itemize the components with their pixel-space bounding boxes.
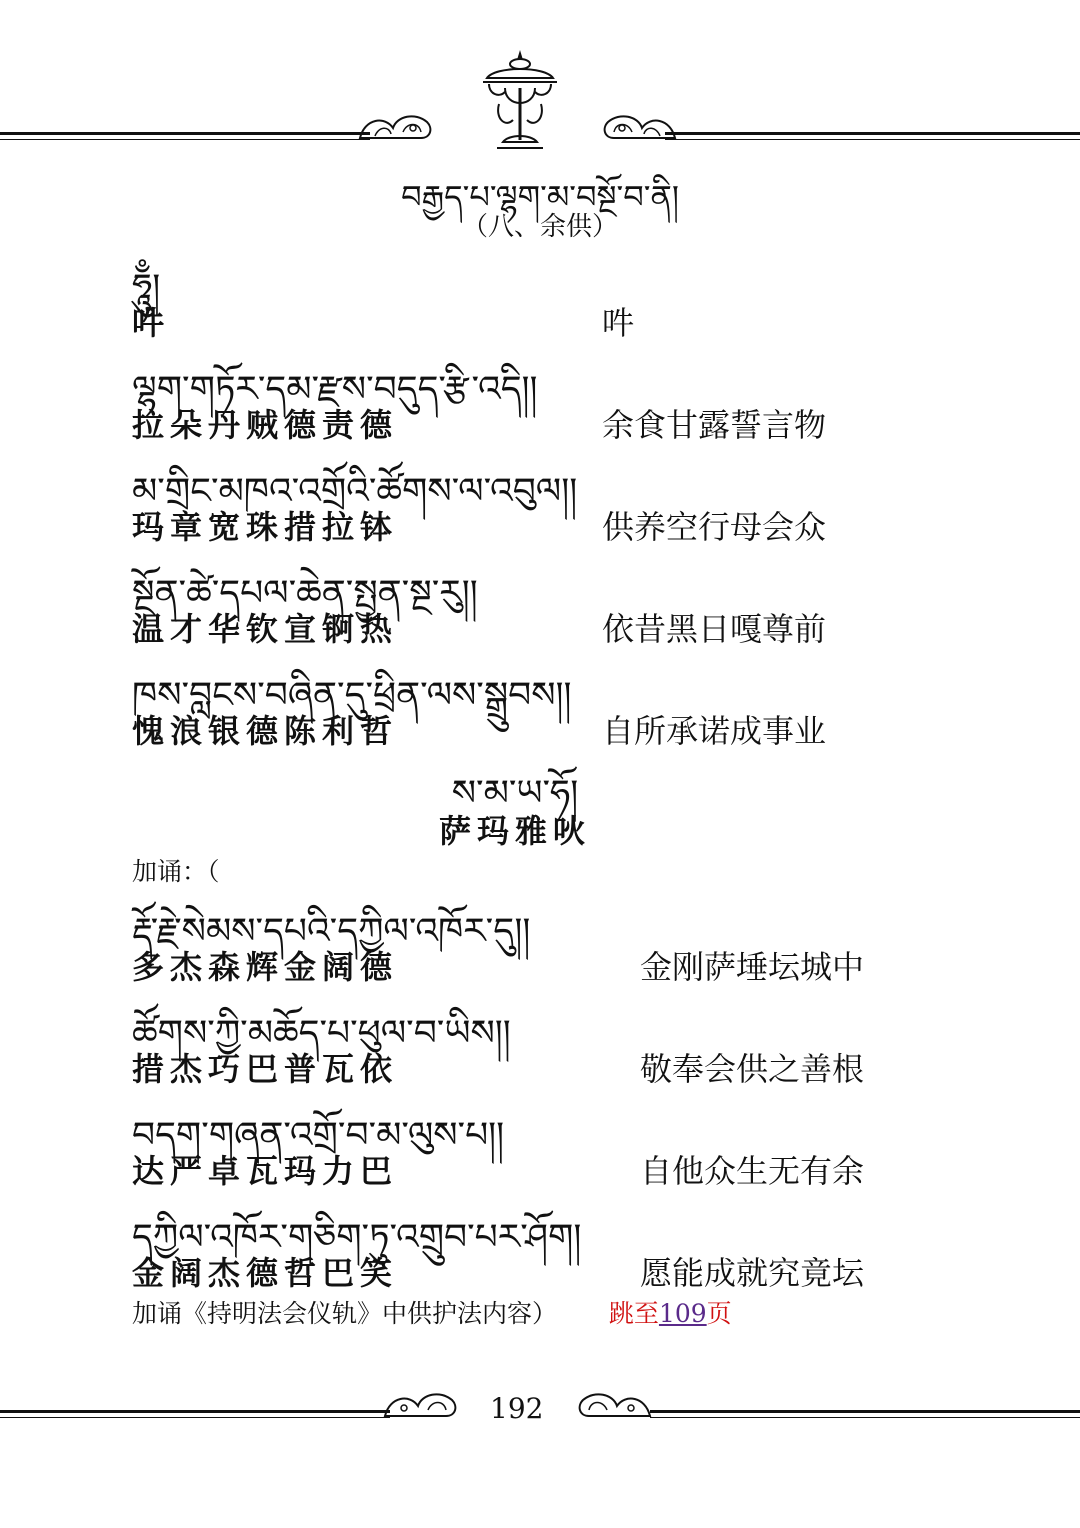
cloud-scroll-right-icon — [575, 1388, 655, 1422]
jump-link-suffix: 页 — [706, 1299, 732, 1328]
verse-chinese: 敬奉会供之善根 — [640, 1050, 865, 1088]
verse-phonetic: 措杰巧巴普瓦依 — [132, 1050, 399, 1088]
seed-syllable-tibetan: ཧཱུྃ། — [132, 267, 161, 308]
verse-tibetan: རྡོ་རྗེ་སེམས་དཔའི་དཀྱིལ་འཁོར་དུ།། — [132, 911, 531, 952]
verse-tibetan: དཀྱིལ་འཁོར་གཅིག་ཏུ་འགྲུབ་པར་ཤོག། — [132, 1217, 582, 1258]
verse-chinese: 依昔黑日嘎尊前 — [602, 610, 827, 648]
cloud-scroll-right-icon — [600, 108, 680, 144]
jump-to-page-link[interactable] — [609, 1299, 732, 1328]
verse-chinese: 余食甘露誓言物 — [602, 406, 827, 444]
jump-link-number: 109 — [658, 1299, 707, 1328]
verse-phonetic: 愧浪银德陈利哲 — [132, 712, 399, 750]
top-ornament — [0, 40, 1080, 160]
verse-tibetan: མ་གྲིང་མཁའ་འགྲོའི་ཚོགས་ལ་འབུལ།། — [132, 471, 578, 512]
verse-chinese: 自所承诺成事业 — [602, 712, 827, 750]
section-title-tibetan: བརྒྱད་པ་ལྷག་མ་བསྔོ་བ་ནི། — [401, 178, 679, 216]
verse-phonetic: 达严卓瓦玛力巴 — [132, 1152, 399, 1190]
verse-chinese: 金刚萨埵坛城中 — [640, 948, 865, 986]
footer-note — [132, 1294, 732, 1330]
verse-phonetic: 温才华钦宣锕热 — [132, 610, 399, 648]
verse-tibetan: ཚོགས་ཀྱི་མཆོད་པ་ཕུལ་བ་ཡིས།། — [132, 1013, 511, 1054]
verse-tibetan: ལྷག་གཏོར་དམ་རྫས་བདུད་རྩི་འདི།། — [132, 369, 538, 410]
verse-phonetic: 拉朵丹贼德责德 — [132, 406, 399, 444]
verse-chinese: 愿能成就究竟坛 — [640, 1254, 865, 1292]
seed-syllable-chinese: 吽 — [602, 304, 635, 342]
verse-tibetan: བདག་གཞན་འགྲོ་བ་མ་ལུས་པ།། — [132, 1115, 505, 1156]
verse-tibetan: ཁས་བླངས་བཞིན་དུ་ཕྲིན་ལས་སྒྲུབས།། — [132, 675, 572, 716]
seed-syllable-phonetic: 吽 — [132, 304, 171, 342]
verse-tibetan: སྔོན་ཚེ་དཔལ་ཆེན་སྤྱན་སྔ་རུ།། — [132, 573, 478, 614]
footer-note-text: 加诵《持明法会仪轨》中供护法内容） — [132, 1299, 558, 1328]
parasol-emblem-icon — [475, 48, 565, 160]
mantra-tibetan: ས་མ་ཡ་ཧོ། — [451, 773, 579, 814]
cloud-scroll-left-icon — [355, 108, 435, 144]
page-number: 192 — [490, 1392, 544, 1425]
verse-chinese: 自他众生无有余 — [640, 1152, 865, 1190]
bottom-ornament — [0, 1380, 1080, 1440]
verse-chinese: 供养空行母会众 — [602, 508, 827, 546]
verse-phonetic: 多杰森辉金阔德 — [132, 948, 399, 986]
mantra-phonetic: 萨玛雅吙 — [438, 812, 591, 850]
jump-link-prefix: 跳至 — [608, 1299, 659, 1328]
verse-phonetic: 金阔杰德哲巴笑 — [132, 1254, 399, 1292]
verse-phonetic: 玛章宽珠措拉钵 — [132, 508, 399, 546]
addition-label: 加诵：（ — [132, 857, 220, 886]
cloud-scroll-left-icon — [380, 1388, 460, 1422]
section-title-chinese: （八、余供） — [461, 212, 618, 242]
